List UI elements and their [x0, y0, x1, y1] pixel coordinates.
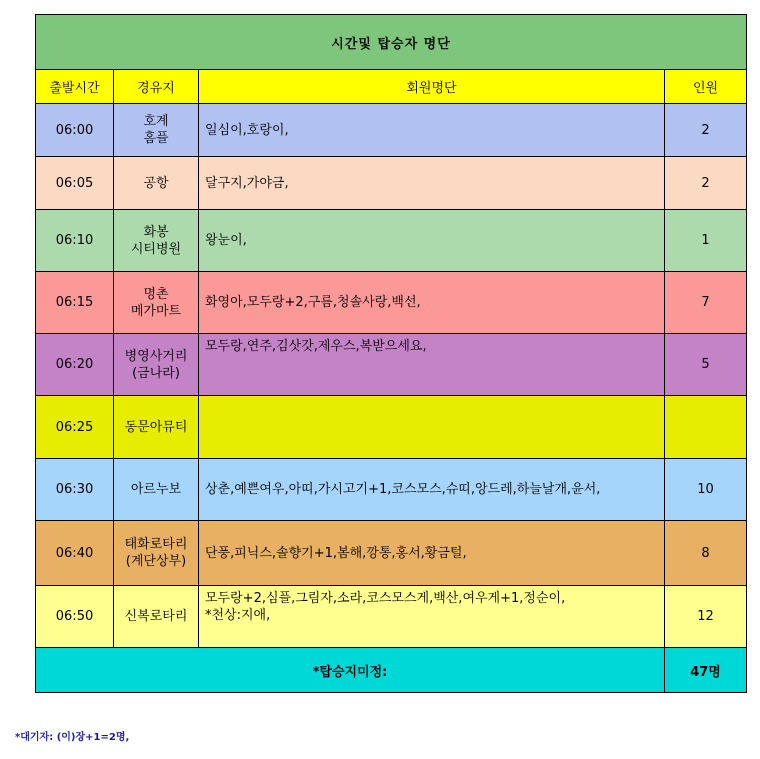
stop-cell — [114, 157, 199, 210]
stop-name: 신복로타리 — [124, 609, 188, 624]
stop-cell — [114, 459, 199, 521]
member-count: 2 — [665, 104, 747, 157]
departure-time: 06:05 — [36, 157, 114, 210]
stop-name: 공항 — [143, 175, 169, 191]
member-count: 1 — [665, 210, 747, 272]
stop-name: 화봉 — [143, 224, 169, 240]
member-list — [199, 272, 665, 334]
member-count: 10 — [665, 459, 747, 521]
header-members: 회원명단 — [199, 70, 665, 104]
stop-name-line2: 홈플 — [143, 131, 169, 146]
stop-name: 동문아뮤티 — [124, 419, 188, 435]
stop-name-line2: 시티병원 — [130, 241, 182, 257]
member-list — [199, 334, 665, 396]
member-names: 모두랑+2,심플,그림자,소라,코스모스게,백산,여우게+1,정순이, — [205, 591, 566, 606]
stop-name-line2: (계단상부) — [125, 554, 187, 569]
table-row — [36, 157, 747, 210]
member-count: 2 — [665, 157, 747, 210]
stop-cell — [114, 210, 199, 272]
footer-row — [36, 648, 747, 693]
table-row — [36, 459, 747, 521]
stop-cell — [114, 396, 199, 459]
stop-cell — [114, 334, 199, 396]
stop-name: 병영사거리 — [124, 348, 188, 364]
departure-time: 06:40 — [36, 521, 114, 586]
member-names: 단풍,피닉스,솔향기+1,봄해,깡통,홍서,황금털, — [205, 545, 467, 561]
member-list — [199, 210, 665, 272]
member-names: 화영아,모두랑+2,구름,청솔사랑,백선, — [205, 295, 421, 310]
member-list — [199, 521, 665, 586]
member-names-line2: *천상:지애, — [205, 608, 271, 623]
member-count: 7 — [665, 272, 747, 334]
member-count: 8 — [665, 521, 747, 586]
header-row — [36, 70, 747, 104]
roster-table — [35, 14, 747, 693]
stop-name-line2: (금나라) — [132, 365, 180, 381]
member-names: 모두랑,연주,김삿갓,제우스,복받으세요, — [205, 339, 427, 354]
member-names: 달구지,가야금, — [205, 175, 289, 191]
header-time: 출발시간 — [36, 70, 114, 104]
member-names: 상춘,예쁜여우,아띠,가시고기+1,코스모스,슈띠,앙드레,하늘날개,윤서, — [205, 482, 601, 497]
member-names: 일심이,호랑이, — [205, 122, 289, 138]
header-stop: 경유지 — [114, 70, 199, 104]
table-row — [36, 521, 747, 586]
table-row — [36, 334, 747, 396]
member-count: 5 — [665, 334, 747, 396]
member-list — [199, 157, 665, 210]
table-row — [36, 272, 747, 334]
departure-time: 06:20 — [36, 334, 114, 396]
departure-time: 06:10 — [36, 210, 114, 272]
member-list — [199, 459, 665, 521]
table-row — [36, 396, 747, 459]
departure-time: 06:50 — [36, 586, 114, 648]
member-list — [199, 396, 665, 459]
member-list — [199, 586, 665, 648]
member-list — [199, 104, 665, 157]
total-count: 47명 — [665, 648, 747, 693]
waitlist-note: *대기자: (이)장+1=2명, — [15, 732, 130, 743]
departure-time: 06:25 — [36, 396, 114, 459]
member-count — [665, 396, 747, 459]
page-title: 시간및 탑승자 명단 — [36, 15, 747, 70]
table-row — [36, 210, 747, 272]
member-count: 12 — [665, 586, 747, 648]
stop-name: 아르누보 — [130, 482, 182, 497]
stop-cell — [114, 586, 199, 648]
undecided-label: *탑승지미정: — [36, 648, 665, 693]
header-count: 인원 — [665, 70, 747, 104]
departure-time: 06:30 — [36, 459, 114, 521]
stop-cell — [114, 521, 199, 586]
stop-cell — [114, 104, 199, 157]
stop-name: 호계 — [143, 114, 169, 129]
table-row — [36, 104, 747, 157]
member-names: 왕눈이, — [205, 233, 247, 248]
departure-time: 06:00 — [36, 104, 114, 157]
stop-name: 태화로타리 — [124, 537, 188, 552]
departure-time: 06:15 — [36, 272, 114, 334]
stop-name-line2: 메가마트 — [130, 303, 182, 319]
stop-name: 명촌 — [143, 286, 169, 302]
table-row — [36, 586, 747, 648]
stop-cell — [114, 272, 199, 334]
